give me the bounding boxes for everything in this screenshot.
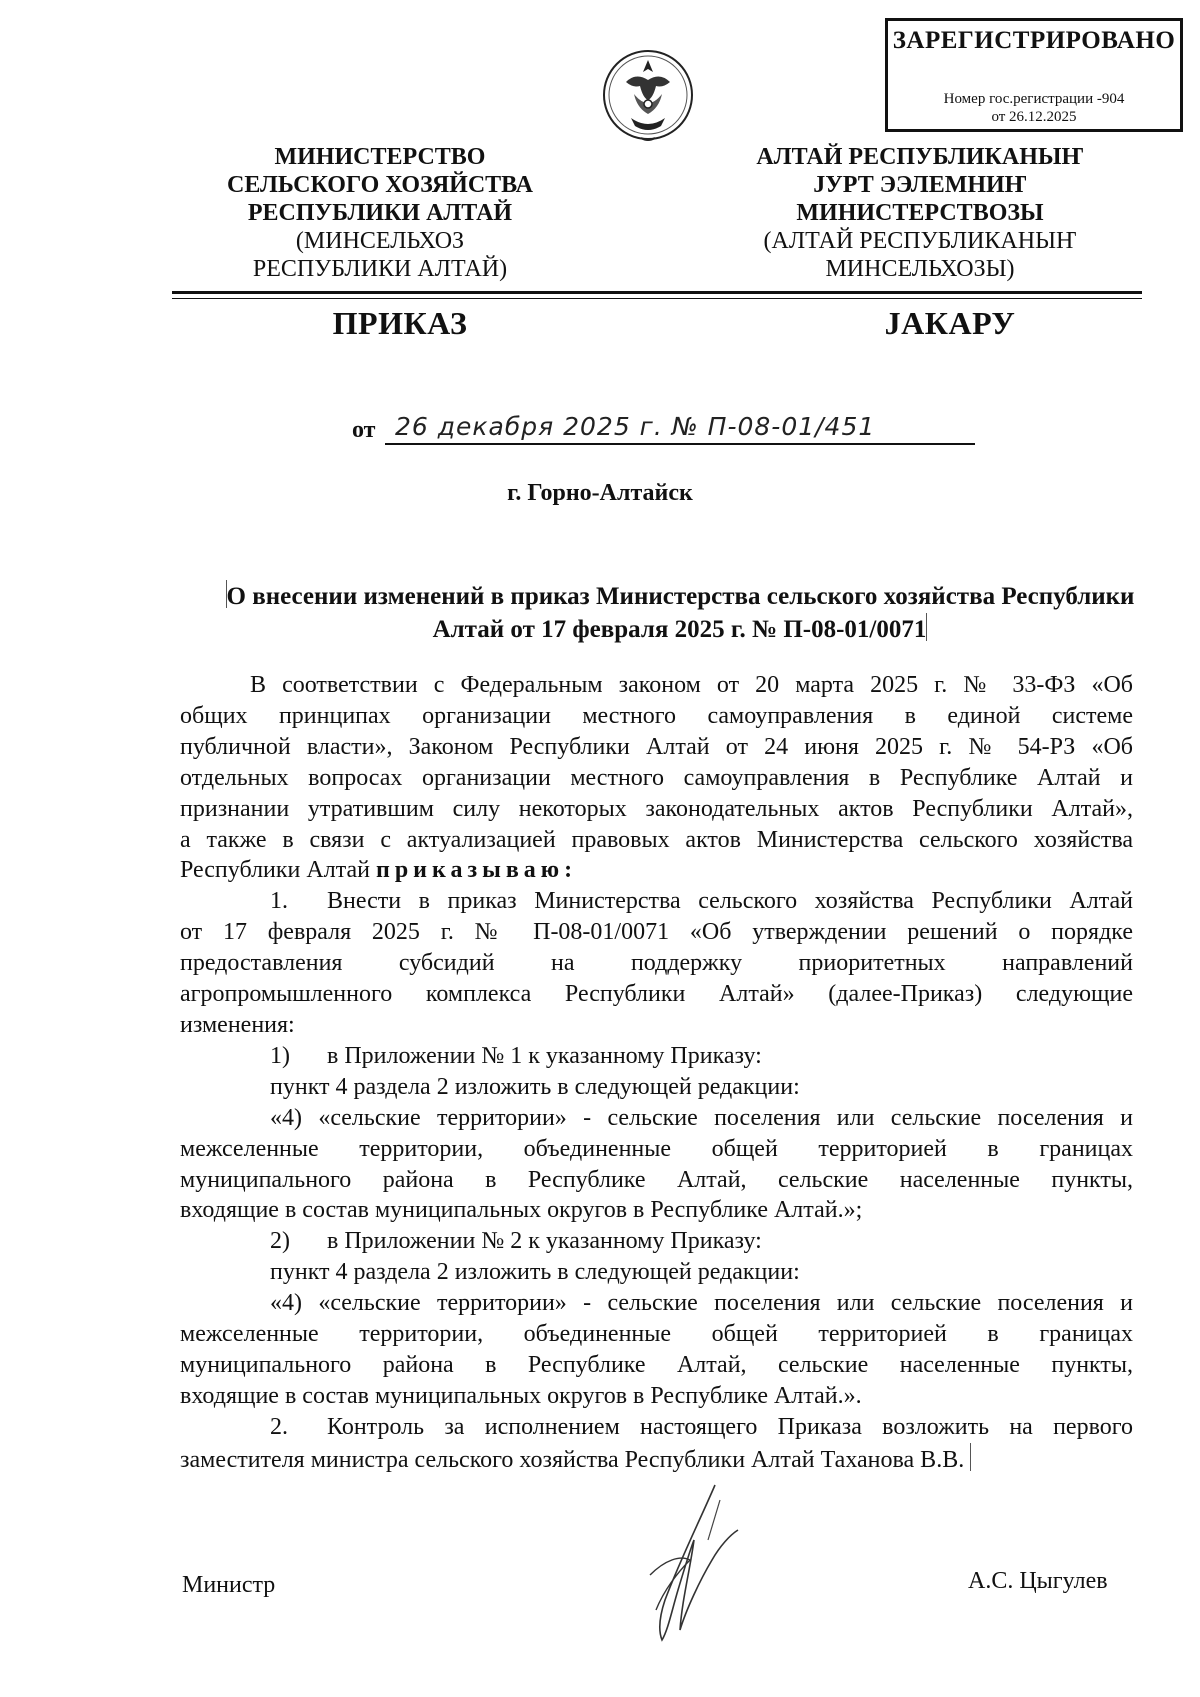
body-line: В соответствии с Федеральным законом от 20 марта 2025 г. № 33-ФЗ «Об xyxy=(250,672,1133,698)
ministry-name-altai xyxy=(700,143,1140,283)
body-line xyxy=(180,855,1133,886)
city: г. Горно-Алтайск xyxy=(507,480,693,506)
text-cursor xyxy=(970,1443,971,1471)
registration-stamp xyxy=(885,18,1183,132)
body-line: от 17 февраля 2025 г. № П-08-01/0071 «Об утверждении решений о порядке xyxy=(180,919,1133,946)
body-line: муниципального района в Республике Алтай, сельские населенные пункты, xyxy=(180,1166,1133,1193)
header-right-line5: МИНСЕЛЬХОЗЫ) xyxy=(825,256,1015,282)
body-line xyxy=(180,1443,1133,1476)
body-line: межселенные территории, объединенные общей территорией в границах xyxy=(180,1321,1133,1348)
header-left-line4: (МИНСЕЛЬХОЗ xyxy=(295,228,465,254)
text-cursor xyxy=(926,613,927,641)
subitem-2 xyxy=(180,1226,1133,1257)
body-line: «4) «сельские территории» - сельские поселения или сельские поселения и xyxy=(270,1290,1133,1317)
body-line: входящие в состав муниципальных округов в Республике Алтай.»; xyxy=(180,1197,863,1224)
body-line-tail: Республики Алтай xyxy=(180,857,370,884)
title-line2: Алтай от 17 февраля 2025 г. № П-08-01/0071 xyxy=(432,616,927,643)
item-1-number: 1. xyxy=(270,888,288,915)
date-underline xyxy=(385,443,975,445)
body-line: отдельных вопросах организации местного самоуправления в Республике Алтай и xyxy=(180,764,1133,791)
item-2-number: 2. xyxy=(270,1413,288,1440)
handwritten-signature xyxy=(620,1480,770,1650)
body-line: входящие в состав муниципальных округов в Республике Алтай.». xyxy=(180,1382,862,1409)
stamp-reg-number: Номер гос.регистрации -904 xyxy=(943,91,1125,107)
header-left-line3: РЕСПУБЛИКИ АЛТАЙ xyxy=(247,200,513,226)
signer-name: А.С. Цыгулев xyxy=(968,1568,1108,1594)
header-right-line4: (АЛТАЙ РЕСПУБЛИКАНЫҤ xyxy=(763,228,1077,254)
stamp-title: ЗАРЕГИСТРИРОВАНО xyxy=(892,27,1176,54)
subitem-2-point: пункт 4 раздела 2 изложить в следующей редакции: xyxy=(270,1259,800,1286)
body-line: изменения: xyxy=(180,1011,295,1038)
subitem-2-text: в Приложении № 2 к указанному Приказу: xyxy=(327,1228,762,1255)
signer-position: Министр xyxy=(182,1572,276,1598)
date-prefix: от xyxy=(352,417,376,443)
altai-emblem-icon xyxy=(601,42,695,148)
header-rule-thin xyxy=(172,298,1142,299)
body-line: агропромышленного комплекса Республики Алтай» (далее-Приказ) следующие xyxy=(180,981,1133,1008)
header-right-line1: АЛТАЙ РЕСПУБЛИКАНЫҤ xyxy=(756,144,1084,170)
order-label-altai: ЈАКАРУ xyxy=(884,305,1016,341)
body-line: а также в связи с актуализацией правовых актов Министерства сельского хозяйства xyxy=(180,826,1133,853)
body-line: публичной власти», Законом Республики Алтай от 24 июня 2025 г. № 54-РЗ «Об xyxy=(180,733,1133,760)
body-line-text: заместителя министра сельского хозяйства Республики Алтай Таханова В.В. xyxy=(180,1446,965,1473)
header-rule-thick xyxy=(172,291,1142,294)
order-label-russian: ПРИКАЗ xyxy=(332,305,468,341)
subitem-1-point: пункт 4 раздела 2 изложить в следующей редакции: xyxy=(270,1073,800,1100)
subitem-2-number: 2) xyxy=(270,1228,290,1255)
subitem-1-text: в Приложении № 1 к указанному Приказу: xyxy=(327,1042,762,1069)
subitem-1-number: 1) xyxy=(270,1042,290,1069)
item-2 xyxy=(180,1412,1133,1443)
document-body xyxy=(180,670,1133,1476)
body-line: муниципального района в Республике Алтай, сельские населенные пункты, xyxy=(180,1351,1133,1378)
title-line1: О внесении изменений в приказ Министерства сельского хозяйства Республики xyxy=(226,583,1135,610)
item-1 xyxy=(180,886,1133,917)
header-left-line2: СЕЛЬСКОГО ХОЗЯЙСТВА xyxy=(226,172,534,198)
header-right-line2: ЈУРТ ЭЭЛЕМНИҤ xyxy=(813,172,1027,198)
item-1-line: Внести в приказ Министерства сельского хозяйства Республики Алтай xyxy=(327,888,1133,915)
body-line: предоставления субсидий на поддержку приоритетных направлений xyxy=(180,950,1133,977)
item-2-line: Контроль за исполнением настоящего Приказа возложить на первого xyxy=(327,1413,1133,1440)
body-line: признании утратившим силу некоторых законодательных актов Республики Алтай», xyxy=(180,795,1133,822)
header-right-line3: МИНИСТЕРСТВОЗЫ xyxy=(796,200,1044,226)
body-line: общих принципах организации местного самоуправления в единой системе xyxy=(180,702,1133,729)
stamp-reg-date: от 26.12.2025 xyxy=(991,109,1077,125)
handwritten-date-number: 26 декабря 2025 г. № П-08-01/451 xyxy=(395,412,876,441)
header-left-line5: РЕСПУБЛИКИ АЛТАЙ) xyxy=(252,256,508,282)
body-line: межселенные территории, объединенные общей территорией в границах xyxy=(180,1135,1133,1162)
subitem-1 xyxy=(180,1041,1133,1072)
body-line: «4) «сельские территории» - сельские поселения или сельские поселения и xyxy=(270,1104,1133,1131)
header-left-line1: МИНИСТЕРСТВО xyxy=(274,144,486,170)
document-title xyxy=(190,580,1170,646)
order-word: приказываю: xyxy=(375,857,578,884)
ministry-name-russian xyxy=(180,143,580,283)
